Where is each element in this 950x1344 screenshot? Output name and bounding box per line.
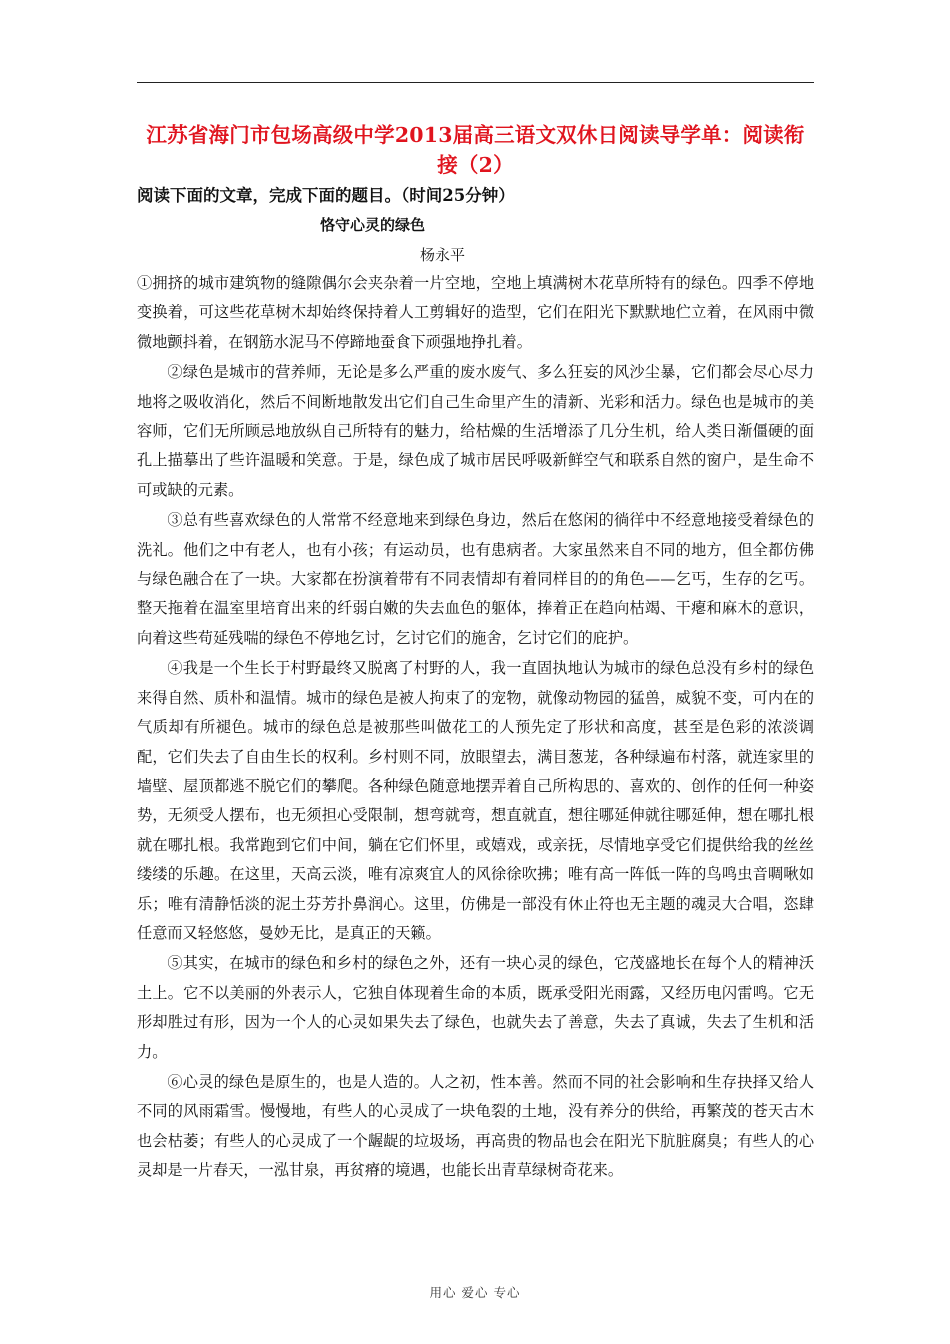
article-body xyxy=(137,269,814,1187)
paragraph-1: ①拥挤的城市建筑物的缝隙偶尔会夹杂着一片空地，空地上填满树木花草所特有的绿色。四季不停地变换着，可这些花草树木却始终保持着人工剪辑好的造型，它们在阳光下默默地伫立着，在风雨中微微地颤抖着，在钢筋水泥马不停蹄地蚕食下顽强地挣扎着。 xyxy=(137,274,814,351)
paragraph-4: ④我是一个生长于村野最终又脱离了村野的人，我一直固执地认为城市的绿色总没有乡村的绿色来得自然、质朴和温情。城市的绿色是被人拘束了的宠物，就像动物园的猛兽，威貌不变，可内在的气质却有所褪色。城市的绿色总是被那些叫做花工的人预先定了形状和高度，甚至是色彩的浓淡调配，它们失去了自由生长的权利。乡村则不同，放眼望去，满目葱茏，各种绿遍布村落，就连家里的墙壁、屋顶都逃不脱它们的攀爬。各种绿色随意地摆弄着自己所构思的、喜欢的、创作的任何一种姿势，无须受人摆布，也无须担心受限制，想弯就弯，想直就直，想往哪延伸就往哪延伸，想在哪扎根就在哪扎根。我常跑到它们中间，躺在它们怀里，或嬉戏，或亲抚，尽情地享受它们提供给我的丝丝缕缕的乐趣。在这里，天高云淡，唯有凉爽宜人的风徐徐吹拂；唯有高一阵低一阵的鸟鸣虫音啁啾如乐；唯有清静恬淡的泥土芬芳扑鼻润心。这里，仿佛是一部没有休止符也无主题的魂灵大合唱，恣肆任意而又轻悠悠，曼妙无比，是真正的天籁。 xyxy=(137,659,814,942)
paragraph-3: ③总有些喜欢绿色的人常常不经意地来到绿色身边，然后在悠闲的徜徉中不经意地接受着绿色的洗礼。他们之中有老人，也有小孩；有运动员，也有患病者。大家虽然来自不同的地方，但全都仿佛与绿色融合在了一块。大家都在扮演着带有不同表情却有着同样目的的角色——乞丐，生存的乞丐。整天拖着在温室里培育出来的纤弱白嫩的失去血色的躯体，捧着正在趋向枯竭、干瘪和麻木的意识，向着这些苟延残喘的绿色不停地乞讨，乞讨它们的施舍，乞讨它们的庇护。 xyxy=(137,511,814,647)
article-author: 杨永平 xyxy=(420,246,466,264)
paragraph-6: ⑥心灵的绿色是原生的，也是人造的。人之初，性本善。然而不同的社会影响和生存抉择又给人不同的风雨霜雪。慢慢地，有些人的心灵成了一块龟裂的土地，没有养分的供给，再繁茂的苍天古木也会枯萎；有些人的心灵成了一个龌龊的垃圾场，再高贵的物品也会在阳光下肮脏腐臭；有些人的心灵却是一片春天，一泓甘泉，再贫瘠的境遇，也能长出青草绿树奇花来。 xyxy=(137,1072,814,1180)
header-rule xyxy=(137,82,814,83)
reading-instruction: 阅读下面的文章，完成下面的题目。（时间25分钟） xyxy=(137,186,515,205)
article-title: 恪守心灵的绿色 xyxy=(320,216,426,234)
paragraph-2: ②绿色是城市的营养师，无论是多么严重的废水废气、多么狂妄的风沙尘暴，它们都会尽心尽力地将之吸收消化，然后不间断地散发出它们自己生命里产生的清新、光彩和活力。绿色也是城市的美容师，它们无所顾忌地放纵自己所特有的魅力，给枯燥的生活增添了几分生机，给人类日渐僵硬的面孔上描摹出了些许温暖和笑意。于是，绿色成了城市居民呼吸新鲜空气和联系自然的窗户，是生命不可或缺的元素。 xyxy=(137,363,814,499)
document-title: 江苏省海门市包场高级中学2013届高三语文双休日阅读导学单：阅读衔接（2） xyxy=(146,123,805,177)
page-footer: 用心 爱心 专心 xyxy=(429,1285,521,1300)
paragraph-5: ⑤其实，在城市的绿色和乡村的绿色之外，还有一块心灵的绿色，它茂盛地长在每个人的精神沃土上。它不以美丽的外表示人，它独自体现着生命的本质，既承受阳光雨露，又经历电闪雷鸣。它无形却胜过有形，因为一个人的心灵如果失去了绿色，也就失去了善意，失去了真诚，失去了生机和活力。 xyxy=(137,954,814,1061)
